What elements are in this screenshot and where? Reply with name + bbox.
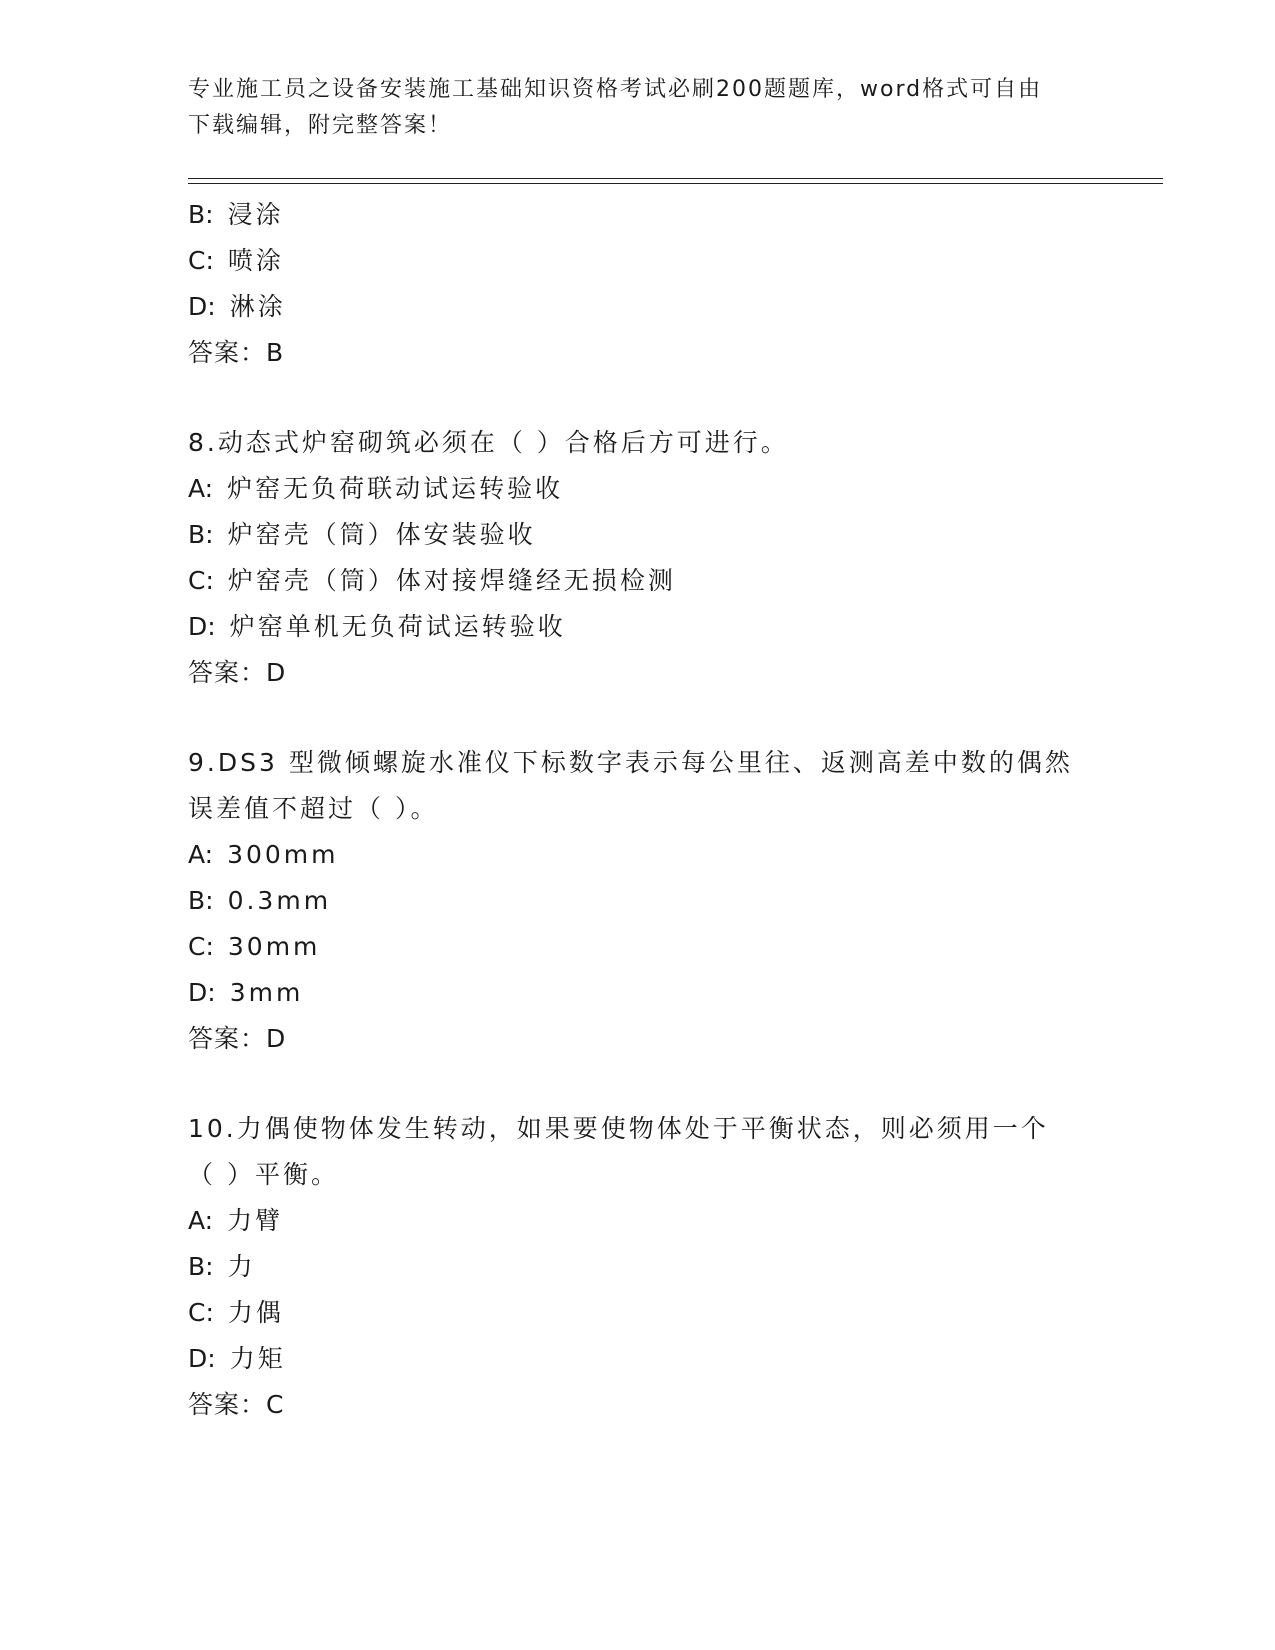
option-a: A: 300mm bbox=[188, 840, 339, 869]
header-title-line-1: 专业施工员之设备安装施工基础知识资格考试必刷200题题库，word格式可自由 bbox=[188, 77, 1043, 102]
option-c: C: 喷涂 bbox=[188, 246, 284, 275]
option-b: B: 力 bbox=[188, 1252, 256, 1281]
option-c: C: 炉窑壳（筒）体对接焊缝经无损检测 bbox=[188, 566, 676, 595]
option-b: B: 浸涂 bbox=[188, 200, 284, 229]
answer-line: 答案：D bbox=[188, 658, 287, 687]
header-title-line-2: 下载编辑，附完整答案！ bbox=[188, 113, 453, 138]
document-header bbox=[188, 72, 1088, 144]
option-b: B: 0.3mm bbox=[188, 886, 332, 915]
option-c: C: 30mm bbox=[188, 932, 321, 961]
option-d: D: 淋涂 bbox=[188, 292, 286, 321]
answer-line: 答案：C bbox=[188, 1390, 285, 1419]
answer-line: 答案：D bbox=[188, 1024, 287, 1053]
question-10 bbox=[188, 1106, 1088, 1428]
question-stem: 8.动态式炉窑砌筑必须在（ ）合格后方可进行。 bbox=[188, 428, 789, 457]
question-9 bbox=[188, 740, 1088, 1062]
option-c: C: 力偶 bbox=[188, 1298, 284, 1327]
question-stem: 9.DS3 型微倾螺旋水准仪下标数字表示每公里往、返测高差中数的偶然 误差值不超过（ ）。 bbox=[188, 748, 1073, 823]
option-a: A: 力臂 bbox=[188, 1206, 284, 1235]
option-a: A: 炉窑无负荷联动试运转验收 bbox=[188, 474, 564, 503]
option-b: B: 炉窑壳（筒）体安装验收 bbox=[188, 520, 536, 549]
option-d: D: 3mm bbox=[188, 978, 304, 1007]
header-divider bbox=[188, 178, 1163, 184]
option-d: D: 炉窑单机无负荷试运转验收 bbox=[188, 612, 566, 641]
question-stem: 10.力偶使物体发生转动，如果要使物体处于平衡状态，则必须用一个 （ ）平衡。 bbox=[188, 1114, 1049, 1189]
question-7-continuation bbox=[188, 192, 1088, 376]
answer-line: 答案：B bbox=[188, 338, 285, 367]
question-8 bbox=[188, 420, 1088, 696]
option-d: D: 力矩 bbox=[188, 1344, 286, 1373]
question-list bbox=[188, 192, 1088, 1428]
